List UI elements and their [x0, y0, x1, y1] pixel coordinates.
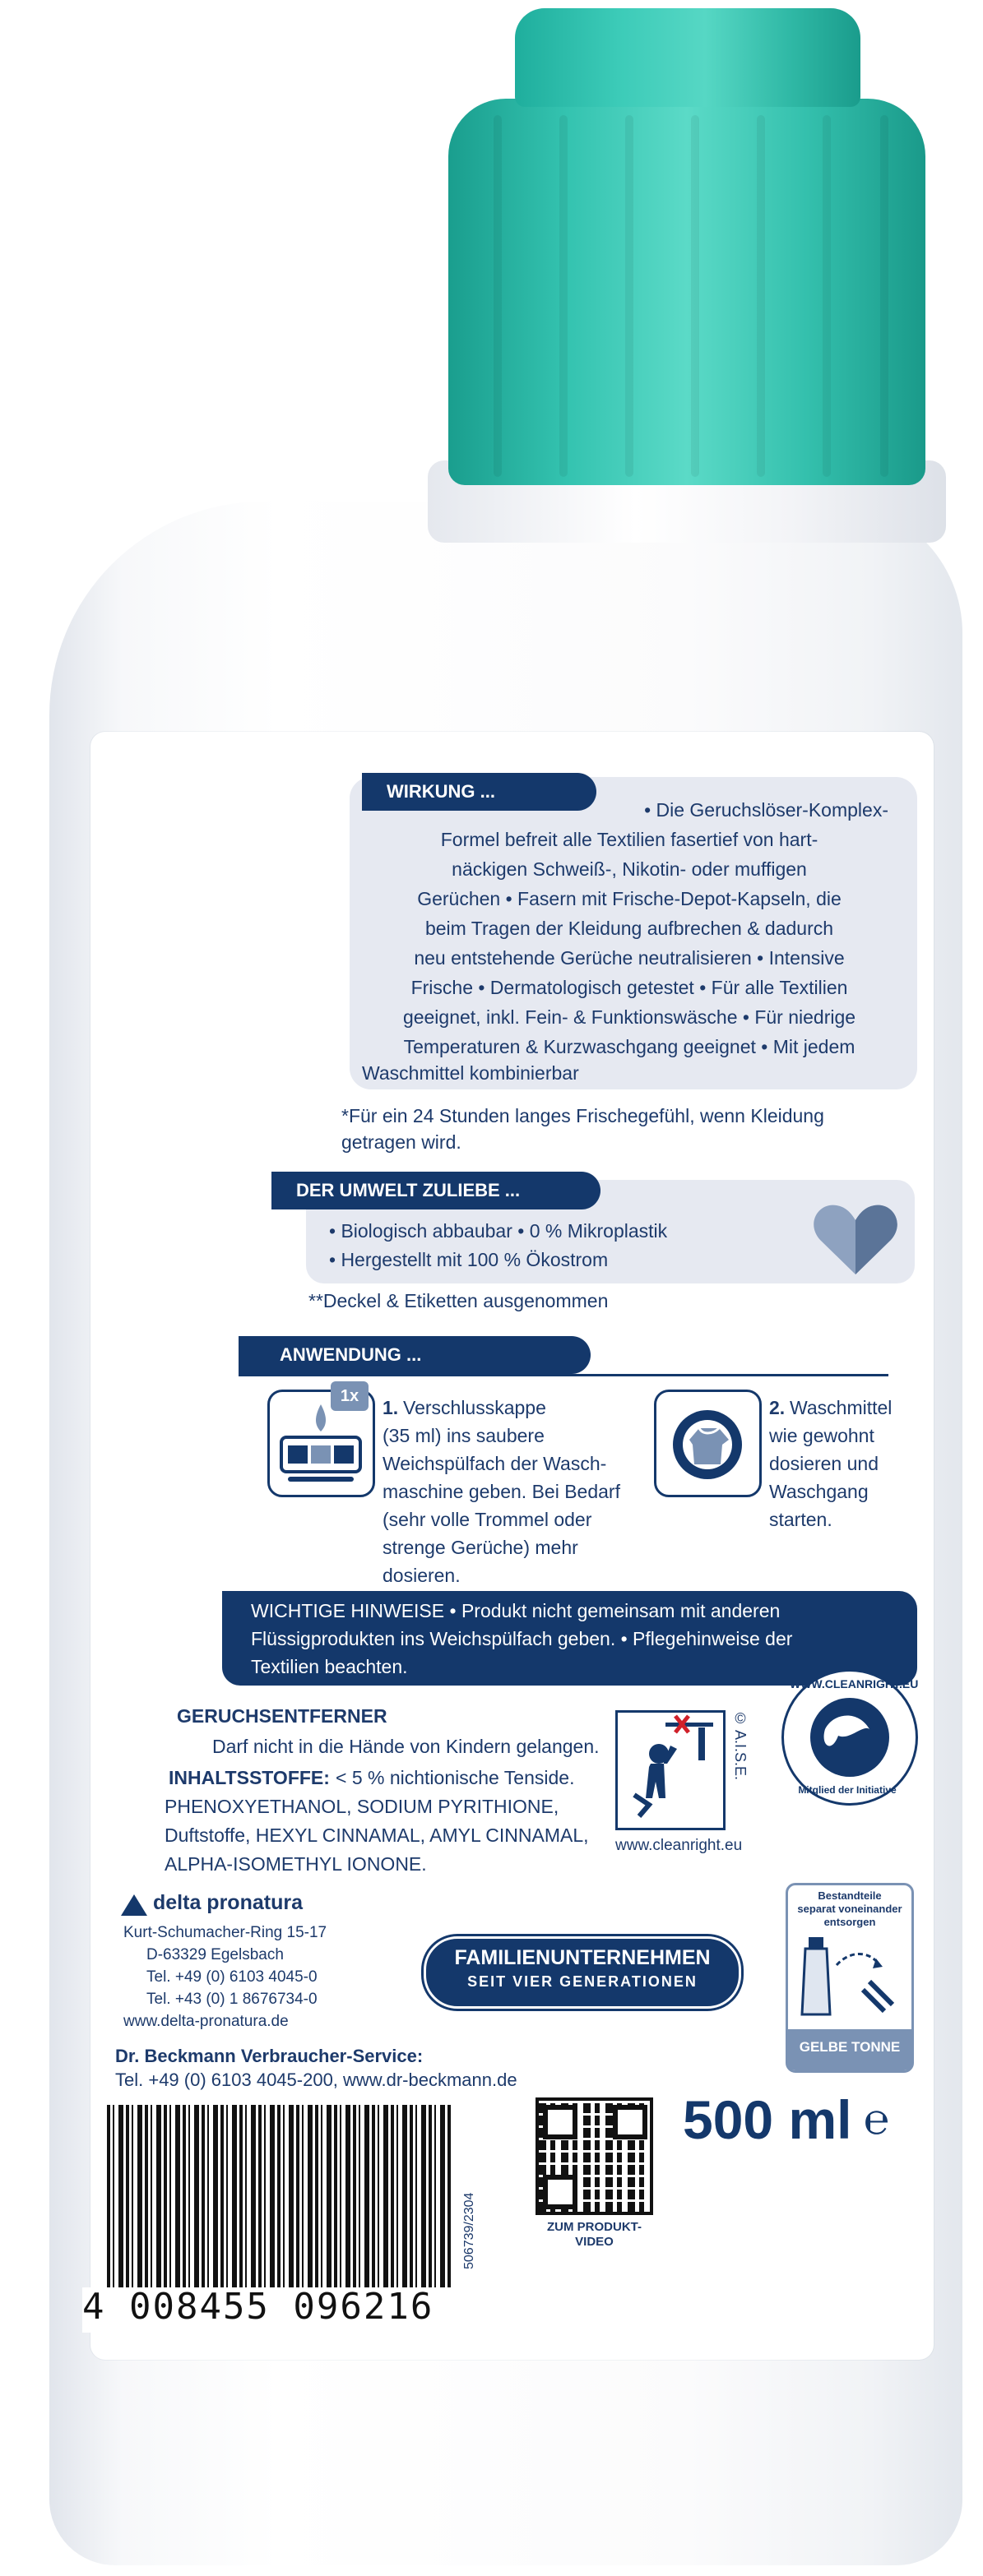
step2-line: starten.: [769, 1509, 832, 1530]
ingredients-line: < 5 % nichtionische Tenside.: [336, 1767, 575, 1788]
step1-line: strenge Gerüche) mehr: [383, 1537, 578, 1558]
step1-line: (35 ml) ins saubere: [383, 1425, 545, 1446]
step1-line: dosieren.: [383, 1565, 461, 1586]
wirkung-line: Formel befreit alle Textilien fasertief von hart-: [440, 829, 818, 850]
wirkung-line: geeignet, inkl. Fein- & Funktionswäsche • Für niedrige: [402, 1006, 856, 1028]
wirkung-heading: WIRKUNG ...: [362, 773, 596, 811]
article-code: 506739/2304: [462, 2192, 476, 2269]
estimated-mark: ℮: [864, 2096, 890, 2144]
cap-rib: [625, 115, 633, 477]
step2-line: wie gewohnt: [769, 1425, 874, 1446]
volume-value: 500 ml: [683, 2089, 852, 2150]
barcode: [107, 2105, 452, 2290]
step2-line: Waschgang: [769, 1481, 869, 1502]
cap: [448, 99, 925, 485]
anwendung-heading: ANWENDUNG ...: [280, 1344, 422, 1365]
qr-caption: ZUM PRODUKT-: [547, 2220, 642, 2234]
cap-rib: [757, 115, 765, 477]
aise-label: © A.I.S.E.: [732, 1710, 749, 1781]
delta-logo-icon: [119, 1893, 149, 1917]
wirkung-line: Waschmittel kombinierbar: [362, 1062, 579, 1084]
company-line: Kurt-Schumacher-Ring 15-17: [123, 1924, 327, 1941]
ingredients-line: ALPHA-ISOMETHYL IONONE.: [165, 1853, 427, 1875]
hinweise-line: WICHTIGE HINWEISE • Produkt nicht gemeinsam mit anderen: [251, 1600, 781, 1621]
ingredients-line: PHENOXYETHANOL, SODIUM PYRITHIONE,: [165, 1796, 559, 1817]
hinweise-line: Flüssigprodukten ins Weichspülfach geben. • Pflegehinweise der: [251, 1628, 793, 1649]
cap-rib: [494, 115, 502, 477]
step2-number: 2.: [769, 1397, 786, 1418]
wirkung-line: • Die Geruchslöser-Komplex-: [644, 799, 888, 821]
disposal-title: separat voneinander: [797, 1903, 902, 1915]
wirkung-line: Frische • Dermatologisch getestet • Für alle Textilien: [410, 977, 848, 998]
step1-line: maschine geben. Bei Bedarf: [383, 1481, 620, 1502]
wirkung-line: Gerüchen • Fasern mit Frische-Depot-Kapseln, die: [417, 888, 842, 909]
cap-rib: [880, 115, 888, 477]
family-line1: FAMILIENUNTERNEHMEN: [454, 1946, 711, 1969]
ingredients-label: INHALTSSTOFFE:: [169, 1767, 330, 1788]
wirkung-footnote: *Für ein 24 Stunden langes Frischegefühl, wenn Kleidung: [341, 1105, 824, 1126]
step1-line: Weichspülfach der Wasch-: [383, 1453, 607, 1474]
barcode-digits: 4 008455 096216: [82, 2286, 434, 2328]
service-title: Dr. Beckmann Verbraucher-Service:: [115, 2046, 424, 2066]
dose-badge: 1x: [331, 1381, 369, 1411]
step1-line: Verschlusskappe: [403, 1397, 546, 1418]
wirkung-footnote: getragen wird.: [341, 1131, 461, 1153]
cleanright-badge-sub: Mitglied der Initiative: [798, 1784, 897, 1796]
anwendung-rule: [239, 1374, 888, 1376]
cap-top: [515, 8, 860, 107]
product-name: GERUCHSENTFERNER: [177, 1705, 387, 1727]
child-warning: Darf nicht in die Hände von Kindern gelangen.: [212, 1736, 600, 1757]
step1-number: 1.: [383, 1397, 399, 1418]
umwelt-heading: DER UMWELT ZULIEBE ...: [271, 1172, 600, 1209]
umwelt-line: • Hergestellt mit 100 % Ökostrom: [329, 1249, 609, 1270]
washing-machine-icon: [654, 1390, 762, 1497]
cleanright-url: www.cleanright.eu: [615, 1837, 743, 1854]
ingredients-line: Duftstoffe, HEXYL CINNAMAL, AMYL CINNAMAL,: [165, 1824, 589, 1846]
gelbe-tonne-label: GELBE TONNE: [799, 2039, 901, 2055]
company-brand: delta pronatura: [153, 1891, 303, 1914]
recycling-tube-icon: [794, 1932, 905, 2023]
step2-line: dosieren und: [769, 1453, 879, 1474]
cap-rib: [559, 115, 568, 477]
umwelt-footnote: **Deckel & Etiketten ausgenommen: [308, 1290, 609, 1311]
qr-finder: [543, 2175, 577, 2209]
disposal-title: Bestandteile: [818, 1889, 882, 1902]
hinweise-line: Textilien beachten.: [251, 1656, 408, 1677]
qr-finder: [543, 2105, 577, 2139]
umwelt-line: • Biologisch abbaubar • 0 % Mikroplastik: [329, 1220, 668, 1242]
cleanright-badge-text: WWW.CLEANRIGHT.EU: [790, 1677, 919, 1690]
step2-line: Waschmittel: [790, 1397, 893, 1418]
qr-caption: VIDEO: [575, 2235, 614, 2249]
wirkung-line: neu entstehende Gerüche neutralisieren • Intensive: [414, 947, 845, 969]
disposal-title: entsorgen: [823, 1916, 876, 1928]
wirkung-line: näckigen Schweiß-, Nikotin- oder muffigen: [452, 858, 807, 880]
step1-line: (sehr volle Trommel oder: [383, 1509, 592, 1530]
family-line2: SEIT VIER GENERATIONEN: [467, 1973, 698, 1990]
heart-icon: [810, 1199, 901, 1279]
company-line: Tel. +49 (0) 6103 4045-0: [146, 1968, 318, 1986]
wirkung-line: Temperaturen & Kurzwaschgang geeignet • Mit jedem: [403, 1036, 855, 1057]
cap-rib: [691, 115, 699, 477]
qr-finder: [613, 2105, 647, 2139]
child-warning-icon: [615, 1710, 726, 1830]
company-line: Tel. +43 (0) 1 8676734-0: [146, 1991, 318, 2008]
company-line: www.delta-pronatura.de: [123, 2013, 289, 2030]
service-line: Tel. +49 (0) 6103 4045-200, www.dr-beckmann.de: [115, 2070, 517, 2090]
cap-rib: [823, 115, 831, 477]
company-line: D-63329 Egelsbach: [146, 1946, 284, 1963]
wirkung-line: beim Tragen der Kleidung aufbrechen & dadurch: [424, 918, 834, 939]
